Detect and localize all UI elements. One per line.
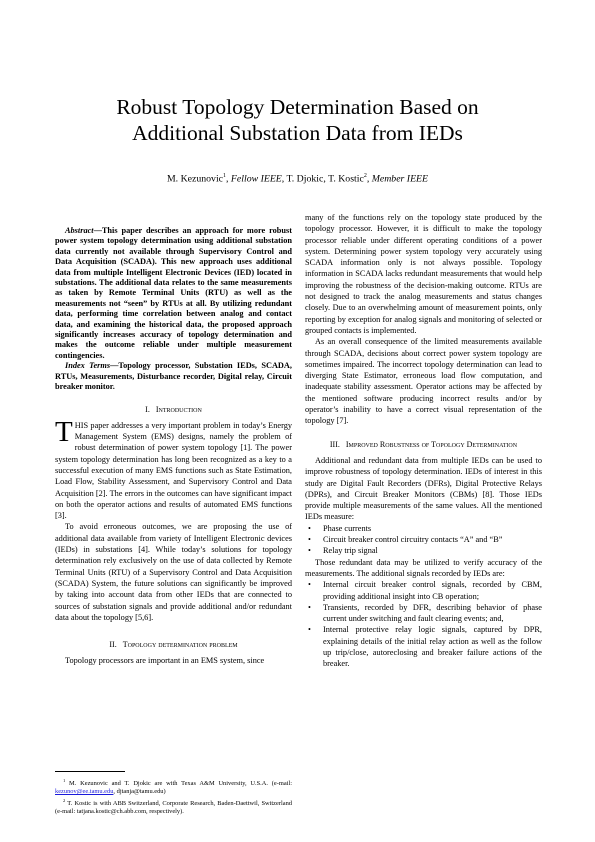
list-item: • Circuit breaker control circuitry contacts “A” and “B” xyxy=(323,534,542,545)
author-line xyxy=(60,173,535,184)
index-terms-dash: — xyxy=(110,361,119,371)
section-1-p1-text: HIS paper addresses a very important problem in today’s Energy Management System (EMS) designs, namely the problem of robust determination of power system topology [1]. The power system topology determination has long been recognized as a key to a successful execution of many EMS functions such as State Estimation, Load Flow, Stability Assessment, and Supervisory Control and Data Acquisition [2]. The errors in the outcomes can have significant impact on both the operator actions and results of automated EMS functions [3]. xyxy=(55,420,292,521)
author-2-footnote-mark: 2 xyxy=(363,173,367,179)
section-2-paragraph-1-start: Topology processors are important in an EMS system, since xyxy=(65,656,265,666)
section-1-paragraph-2: To avoid erroneous outcomes, we are proposing the use of additional data available from variety of Intelligent Electronic devices (IEDs) in substations [4]. While today’s solutions for topology determination rely exclusively on the use of data collected by Remote Terminal Units (RTU) of a Supervisory Control and Data Acquisition (SCADA) System, the future solutions can significantly be improved by taking into account data from other IEDs that are connected to sources of substation signals and provide additional and/or redundant data about the topology [5,6]. xyxy=(55,522,292,622)
footnote-2-text: T. Kostic is with ABB Switzerland, Corporate Research, Baden-Daettwil, Switzerland (e-mail: tatjana.kostic@ch.abb.com, respectively). xyxy=(55,799,292,816)
list-item: • Relay trip signal xyxy=(323,545,542,556)
drop-cap: T xyxy=(55,415,73,448)
section-3-paragraph-1: Additional and redundant data from multiple IEDs can be used to improve robustness of topology determination. IEDs of interest in this study are Digital Fault Recorders (DFRs), Digital Protective Relays (DPRs), and Circuit Breaker Monitors (CBMs) [8]. Those IEDs provide multiple measurements of the same values. All the mentioned IEDs measure: xyxy=(305,455,542,522)
paper-title xyxy=(60,94,535,146)
section-1-title: Introduction xyxy=(155,404,202,414)
list-item: • Phase currents xyxy=(323,523,542,534)
footnotes xyxy=(55,777,292,816)
abstract xyxy=(55,226,292,361)
measurement-list xyxy=(305,523,542,557)
author-separator-2: , xyxy=(281,173,287,185)
section-2-paragraph-2: As an overall consequence of the limited measurements available through SCADA, decisions about correct power system topology are sometimes impaired. The incorrect topology determination can lead to diverging State Estimator, erroneous load flow computation, and inadequate stability assessment. Operator actions may be affected by the mentioned software producing incorrect results and/or by operator’s inability to have a correct visual representation of the topology [7]. xyxy=(305,337,542,426)
email-link[interactable]: kezunov@ee.tamu.edu xyxy=(55,788,114,796)
section-1-paragraph-1 xyxy=(55,415,292,522)
author-2-name: T. Djokic, T. Kostic xyxy=(286,173,364,185)
section-3-heading xyxy=(305,439,542,450)
footnote-2 xyxy=(55,797,292,817)
footnote-2-mark: 2 xyxy=(63,797,66,803)
author-separator: , xyxy=(226,173,231,185)
footnote-1-mark: 1 xyxy=(63,778,66,783)
index-terms-text: Topology processor, Substation IEDs, SCADA, RTUs, Measurements, Disturbance recorder, Digital relay, Circuit breaker monitor. xyxy=(55,361,292,392)
title-line-1: Robust Topology Determination Based on xyxy=(116,95,479,119)
author-1-role: Fellow IEEE xyxy=(230,173,282,185)
section-1-heading xyxy=(55,404,292,415)
footnote-1-text-end: , djtanja@tamu.edu) xyxy=(113,788,166,796)
section-1-number: I. xyxy=(145,404,150,414)
section-2-number: II. xyxy=(109,640,117,650)
index-terms xyxy=(55,361,292,392)
section-2-paragraph-1-cont: many of the functions rely on the topology state produced by the topology processor. However, it is difficult to make the topology processor reliable under different operating conditions of a power system. Determining power system topology very accurately using SCADA information only is not always possible. Topology information in SCADA lacks redundant measurements that would help improving the robustness of the decision-making outcome. RTUs are not designed to track the analog measurements and status changes closely. Due to an overwhelming amount of measurement points, only reporting by exception for analog signals and monitoring of selected or grouped contacts is implemented. xyxy=(305,213,542,335)
footnote-1 xyxy=(55,777,292,797)
author-2-role: Member IEEE xyxy=(371,173,429,185)
list-item: • Transients, recorded by DFR, describing behavior of phase current under switching and fault clearing events; and, xyxy=(323,602,542,625)
title-line-2: Additional Substation Data from IEDs xyxy=(132,121,463,145)
abstract-dash: — xyxy=(93,226,102,235)
author-separator-3: , xyxy=(366,173,372,185)
author-1-name: M. Kezunovic xyxy=(166,173,224,185)
additional-signals-list xyxy=(305,579,542,669)
footnote-rule xyxy=(55,771,125,772)
list-item: • Internal protective relay logic signals, captured by DPR, explaining details of the initial relay action as well as the follow up trip/close, autoreclosing and breaker failure actions of the breaker. xyxy=(323,624,542,669)
section-3-paragraph-2: Those redundant data may be utilized to verify accuracy of the measurements. The additional signals recorded by IEDs are: xyxy=(305,557,542,578)
footnote-1-text: M. Kezunovic and T. Djokic are with Texas A&M University, U.S.A. (e-mail: xyxy=(65,780,292,788)
section-2-title: Topology determination problem xyxy=(122,640,238,650)
section-3-number: III. xyxy=(329,439,340,449)
section-3-title: Improved Robustness of Topology Determination xyxy=(345,439,518,449)
abstract-text: This paper describes an approach for more robust power system topology determination using additional substation data currently not available through Supervisory Control and Data Acquisition (SCADA). This new approach uses additional data from multiple Intelligent Electronic Devices (IED) located in substations. The additional data relates to the same measurements as taken by Remote Terminal Units (RTU) as well as the measurements not “seen” by RTUs at all. By utilizing redundant data, performing time correlation between analog and contact data, and examining the historical data, the proposed approach significantly increases accuracy of topology determination and makes the outcome reliable under multiple measurement contingencies. xyxy=(55,226,292,360)
list-item: • Internal circuit breaker control signals, recorded by CBM, providing additional insight into CB operation; xyxy=(323,579,542,602)
author-1-footnote-mark: 1 xyxy=(223,173,227,179)
index-terms-label: Index Terms xyxy=(65,361,111,371)
abstract-label: Abstract xyxy=(65,226,94,235)
section-2-heading xyxy=(55,639,292,650)
left-column xyxy=(55,226,292,667)
right-column xyxy=(305,212,542,670)
